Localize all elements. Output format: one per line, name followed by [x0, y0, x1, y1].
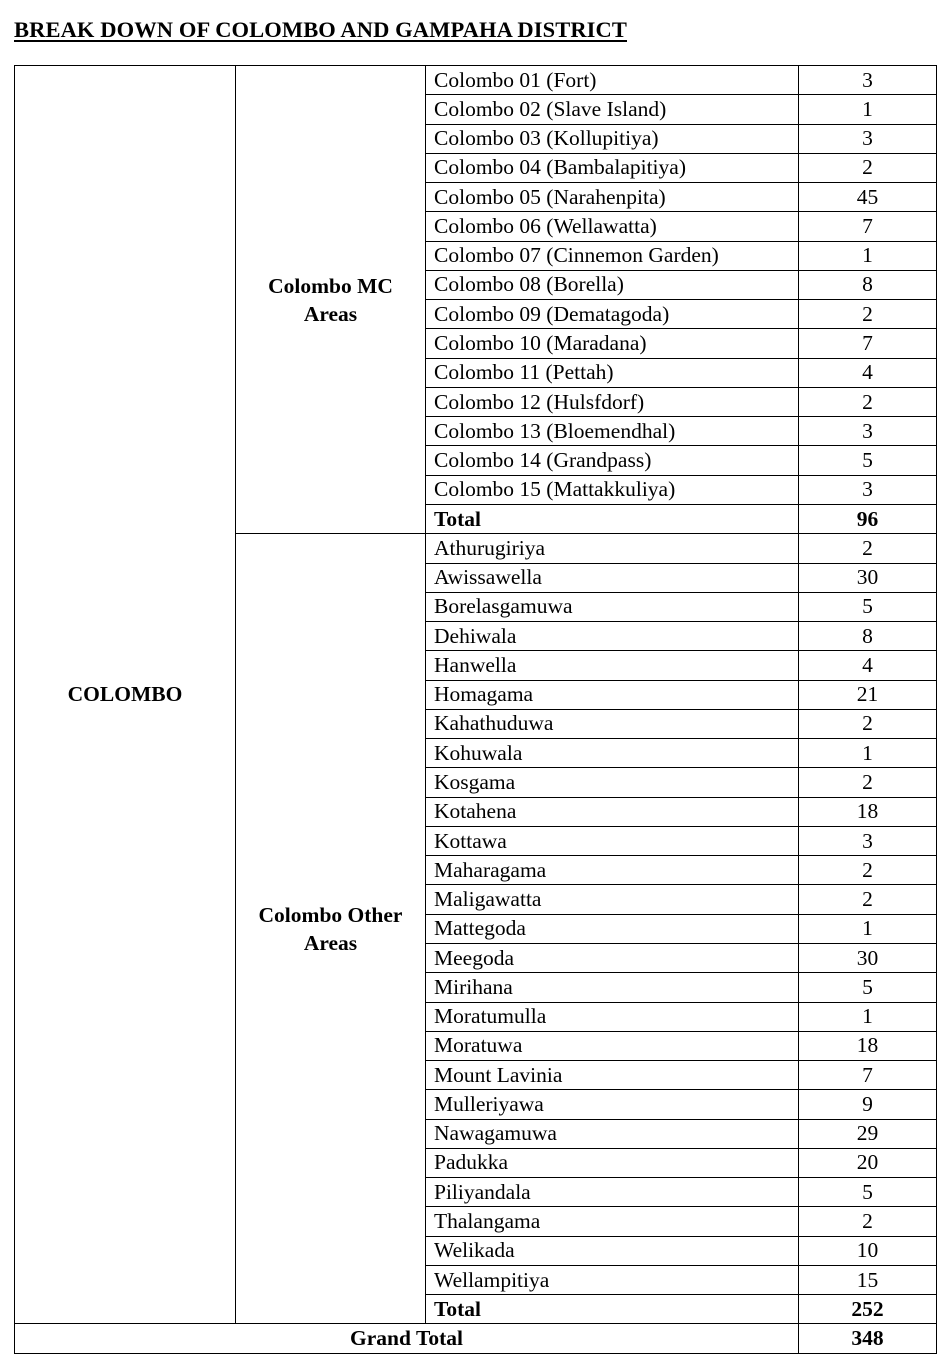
count-cell: 7 — [799, 329, 937, 358]
group-label-line: Areas — [303, 930, 358, 955]
count-cell: 5 — [799, 446, 937, 475]
grand-total-row — [15, 1324, 937, 1354]
count-cell: 10 — [799, 1236, 937, 1265]
table-row — [15, 66, 937, 95]
count-cell: 4 — [799, 651, 937, 680]
group-label-cell — [236, 534, 426, 1324]
area-name-cell: Colombo 03 (Kollupitiya) — [426, 124, 799, 153]
area-name-cell: Colombo 12 (Hulsfdorf) — [426, 387, 799, 416]
count-cell: 1 — [799, 914, 937, 943]
area-name-cell: Colombo 01 (Fort) — [426, 66, 799, 95]
area-name-cell: Borelasgamuwa — [426, 592, 799, 621]
count-cell: 2 — [799, 885, 937, 914]
area-name-cell: Colombo 04 (Bambalapitiya) — [426, 153, 799, 182]
area-name-cell: Moratumulla — [426, 1002, 799, 1031]
area-name-cell: Dehiwala — [426, 622, 799, 651]
area-name-cell: Colombo 05 (Narahenpita) — [426, 183, 799, 212]
area-name-cell: Meegoda — [426, 943, 799, 972]
area-name-cell: Colombo 11 (Pettah) — [426, 358, 799, 387]
area-name-cell: Welikada — [426, 1236, 799, 1265]
breakdown-table-body — [15, 66, 937, 1354]
count-cell: 29 — [799, 1119, 937, 1148]
count-cell: 8 — [799, 270, 937, 299]
total-label-cell: Total — [426, 1295, 799, 1324]
count-cell: 3 — [799, 826, 937, 855]
area-name-cell: Colombo 09 (Dematagoda) — [426, 300, 799, 329]
count-cell: 2 — [799, 534, 937, 563]
area-name-cell: Colombo 02 (Slave Island) — [426, 95, 799, 124]
area-name-cell: Colombo 15 (Mattakkuliya) — [426, 475, 799, 504]
area-name-cell: Maharagama — [426, 856, 799, 885]
grand-total-value: 348 — [799, 1324, 937, 1354]
count-cell: 1 — [799, 739, 937, 768]
count-cell: 5 — [799, 592, 937, 621]
area-name-cell: Mattegoda — [426, 914, 799, 943]
area-name-cell: Awissawella — [426, 563, 799, 592]
total-label-cell: Total — [426, 504, 799, 533]
area-name-cell: Kosgama — [426, 768, 799, 797]
group-label-line: Colombo Other — [258, 902, 403, 927]
count-cell: 2 — [799, 856, 937, 885]
count-cell: 18 — [799, 797, 937, 826]
area-name-cell: Piliyandala — [426, 1178, 799, 1207]
group-label-cell — [236, 66, 426, 534]
count-cell: 4 — [799, 358, 937, 387]
total-value-cell: 252 — [799, 1295, 937, 1324]
count-cell: 30 — [799, 943, 937, 972]
area-name-cell: Athurugiriya — [426, 534, 799, 563]
count-cell: 7 — [799, 1061, 937, 1090]
count-cell: 3 — [799, 124, 937, 153]
area-name-cell: Hanwella — [426, 651, 799, 680]
count-cell: 2 — [799, 300, 937, 329]
count-cell: 1 — [799, 241, 937, 270]
page-title: BREAK DOWN OF COLOMBO AND GAMPAHA DISTRICT — [14, 17, 627, 42]
area-name-cell: Thalangama — [426, 1207, 799, 1236]
count-cell: 2 — [799, 387, 937, 416]
count-cell: 1 — [799, 1002, 937, 1031]
area-name-cell: Kottawa — [426, 826, 799, 855]
count-cell: 2 — [799, 153, 937, 182]
count-cell: 15 — [799, 1265, 937, 1294]
area-name-cell: Colombo 07 (Cinnemon Garden) — [426, 241, 799, 270]
area-name-cell: Padukka — [426, 1148, 799, 1177]
group-label-line: Colombo MC — [268, 273, 393, 298]
area-name-cell: Moratuwa — [426, 1031, 799, 1060]
area-name-cell: Colombo 06 (Wellawatta) — [426, 212, 799, 241]
area-name-cell: Mirihana — [426, 973, 799, 1002]
count-cell: 3 — [799, 475, 937, 504]
count-cell: 3 — [799, 66, 937, 95]
count-cell: 1 — [799, 95, 937, 124]
count-cell: 5 — [799, 1178, 937, 1207]
area-name-cell: Colombo 10 (Maradana) — [426, 329, 799, 358]
area-name-cell: Colombo 14 (Grandpass) — [426, 446, 799, 475]
count-cell: 30 — [799, 563, 937, 592]
area-name-cell: Kahathuduwa — [426, 709, 799, 738]
count-cell: 2 — [799, 768, 937, 797]
area-name-cell: Mount Lavinia — [426, 1061, 799, 1090]
count-cell: 3 — [799, 417, 937, 446]
area-name-cell: Nawagamuwa — [426, 1119, 799, 1148]
group-label-line: Areas — [303, 301, 358, 326]
count-cell: 9 — [799, 1090, 937, 1119]
area-name-cell: Kotahena — [426, 797, 799, 826]
area-name-cell: Colombo 13 (Bloemendhal) — [426, 417, 799, 446]
count-cell: 8 — [799, 622, 937, 651]
area-name-cell: Homagama — [426, 680, 799, 709]
count-cell: 5 — [799, 973, 937, 1002]
count-cell: 21 — [799, 680, 937, 709]
area-name-cell: Kohuwala — [426, 739, 799, 768]
count-cell: 7 — [799, 212, 937, 241]
area-name-cell: Colombo 08 (Borella) — [426, 270, 799, 299]
count-cell: 18 — [799, 1031, 937, 1060]
count-cell: 20 — [799, 1148, 937, 1177]
count-cell: 2 — [799, 709, 937, 738]
total-value-cell: 96 — [799, 504, 937, 533]
count-cell: 2 — [799, 1207, 937, 1236]
district-cell: COLOMBO — [15, 66, 236, 1324]
area-name-cell: Wellampitiya — [426, 1265, 799, 1294]
area-name-cell: Mulleriyawa — [426, 1090, 799, 1119]
area-name-cell: Maligawatta — [426, 885, 799, 914]
breakdown-table — [14, 65, 937, 1354]
grand-total-label: Grand Total — [15, 1324, 799, 1354]
count-cell: 45 — [799, 183, 937, 212]
